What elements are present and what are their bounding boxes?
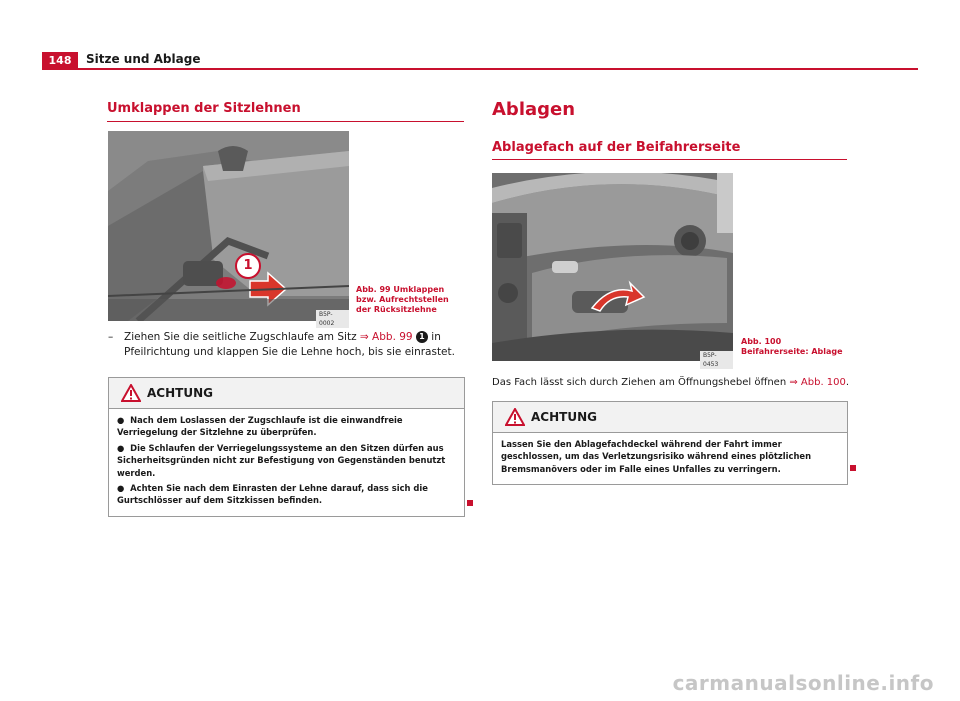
warning-item: ● Nach dem Loslassen der Zugschlaufe ist die einwandfreie Verriegelung der Sitzlehne zu überprüfen. bbox=[117, 415, 403, 438]
warning-text: Lassen Sie den Ablagefachdeckel während der Fahrt immer geschlossen, um das Verletzungsrisiko während eines plötzlichen Bremsmanövers oder im Falle eines Unfalles zu verringern. bbox=[501, 439, 812, 474]
figure-ref-link[interactable]: ⇒ Abb. 100 bbox=[789, 377, 846, 388]
warning-item-text: Achten Sie nach dem Einrasten der Lehne darauf, dass sich die Gurtschlösser auf dem Sitzkissen befinden. bbox=[117, 483, 428, 506]
step-text-after: in Pfeilrichtung und klappen Sie die Lehne hoch, bis sie einrastet. bbox=[124, 331, 455, 358]
step-text bbox=[124, 330, 466, 360]
callout-ref-1: 1 bbox=[416, 331, 428, 343]
warning-item: ● Achten Sie nach dem Einrasten der Lehne darauf, dass sich die Gurtschlösser auf dem Sitzkissen befinden. bbox=[117, 483, 428, 506]
section-end-marker bbox=[850, 465, 856, 471]
step-text-before: Ziehen Sie die seitliche Zugschlaufe am Sitz bbox=[124, 331, 360, 343]
section-rule bbox=[492, 159, 847, 160]
description-text: Das Fach lässt sich durch Ziehen am Öffnungshebel öffnen bbox=[492, 377, 790, 388]
section-title-umklappen: Umklappen der Sitzlehnen bbox=[107, 101, 301, 116]
glovebox-description bbox=[492, 375, 852, 390]
figure-caption-99: Abb. 99 Umklappen bzw. Aufrechtstellen der Rücksitzlehne bbox=[356, 285, 449, 314]
warning-item-text: Die Schlaufen der Verriegelungssysteme an den Sitzen dürfen aus Sicherheitsgründen nicht zur Befestigung von Gegenständen benutzt werden. bbox=[117, 442, 446, 478]
main-title-ablagen: Ablagen bbox=[492, 99, 576, 120]
warning-box-right bbox=[492, 401, 848, 485]
warning-item: ● Die Schlaufen der Verriegelungssysteme an den Sitzen dürfen aus Sicherheitsgründen nicht zur Befestigung von Gegenständen benutzt werden. bbox=[117, 442, 446, 478]
warning-triangle-icon bbox=[121, 384, 141, 402]
right-section-heading bbox=[492, 140, 847, 160]
figure-ref-link[interactable]: ⇒ Abb. 99 bbox=[359, 331, 413, 343]
figure-caption-100: Abb. 100 Beifahrerseite: Ablage bbox=[741, 337, 843, 356]
figure-tag: B5P-0002 bbox=[316, 310, 349, 328]
figure-tag: B5P-0453 bbox=[700, 351, 733, 369]
section-title-ablagefach: Ablagefach auf der Beifahrerseite bbox=[492, 140, 741, 155]
warning-title: ACHTUNG bbox=[531, 410, 597, 424]
left-section-heading bbox=[107, 101, 464, 122]
watermark: carmanualsonline.info bbox=[672, 671, 934, 695]
figure-rear-seat bbox=[108, 131, 349, 327]
header-rule bbox=[42, 68, 918, 70]
instruction-step bbox=[108, 330, 466, 360]
warning-triangle-icon bbox=[505, 408, 525, 426]
callout-1: 1 bbox=[235, 253, 261, 279]
warning-header bbox=[493, 402, 847, 433]
rear-seat-illustration bbox=[108, 131, 349, 321]
warning-item-text: Nach dem Loslassen der Zugschlaufe ist die einwandfreie Verriegelung der Sitzlehne zu überprüfen. bbox=[117, 415, 403, 438]
warning-title: ACHTUNG bbox=[147, 386, 213, 400]
glovebox-illustration bbox=[492, 173, 733, 361]
warning-box-left bbox=[108, 377, 465, 517]
warning-body bbox=[109, 409, 464, 516]
step-dash: – bbox=[108, 331, 114, 343]
header-title: Sitze und Ablage bbox=[86, 52, 201, 66]
section-rule bbox=[107, 121, 464, 122]
section-end-marker bbox=[467, 500, 473, 506]
description-end: . bbox=[845, 377, 850, 388]
warning-header bbox=[109, 378, 464, 409]
warning-body bbox=[493, 433, 847, 484]
main-title-block bbox=[492, 100, 575, 120]
page-number: 148 bbox=[42, 52, 78, 69]
figure-glovebox bbox=[492, 173, 733, 368]
